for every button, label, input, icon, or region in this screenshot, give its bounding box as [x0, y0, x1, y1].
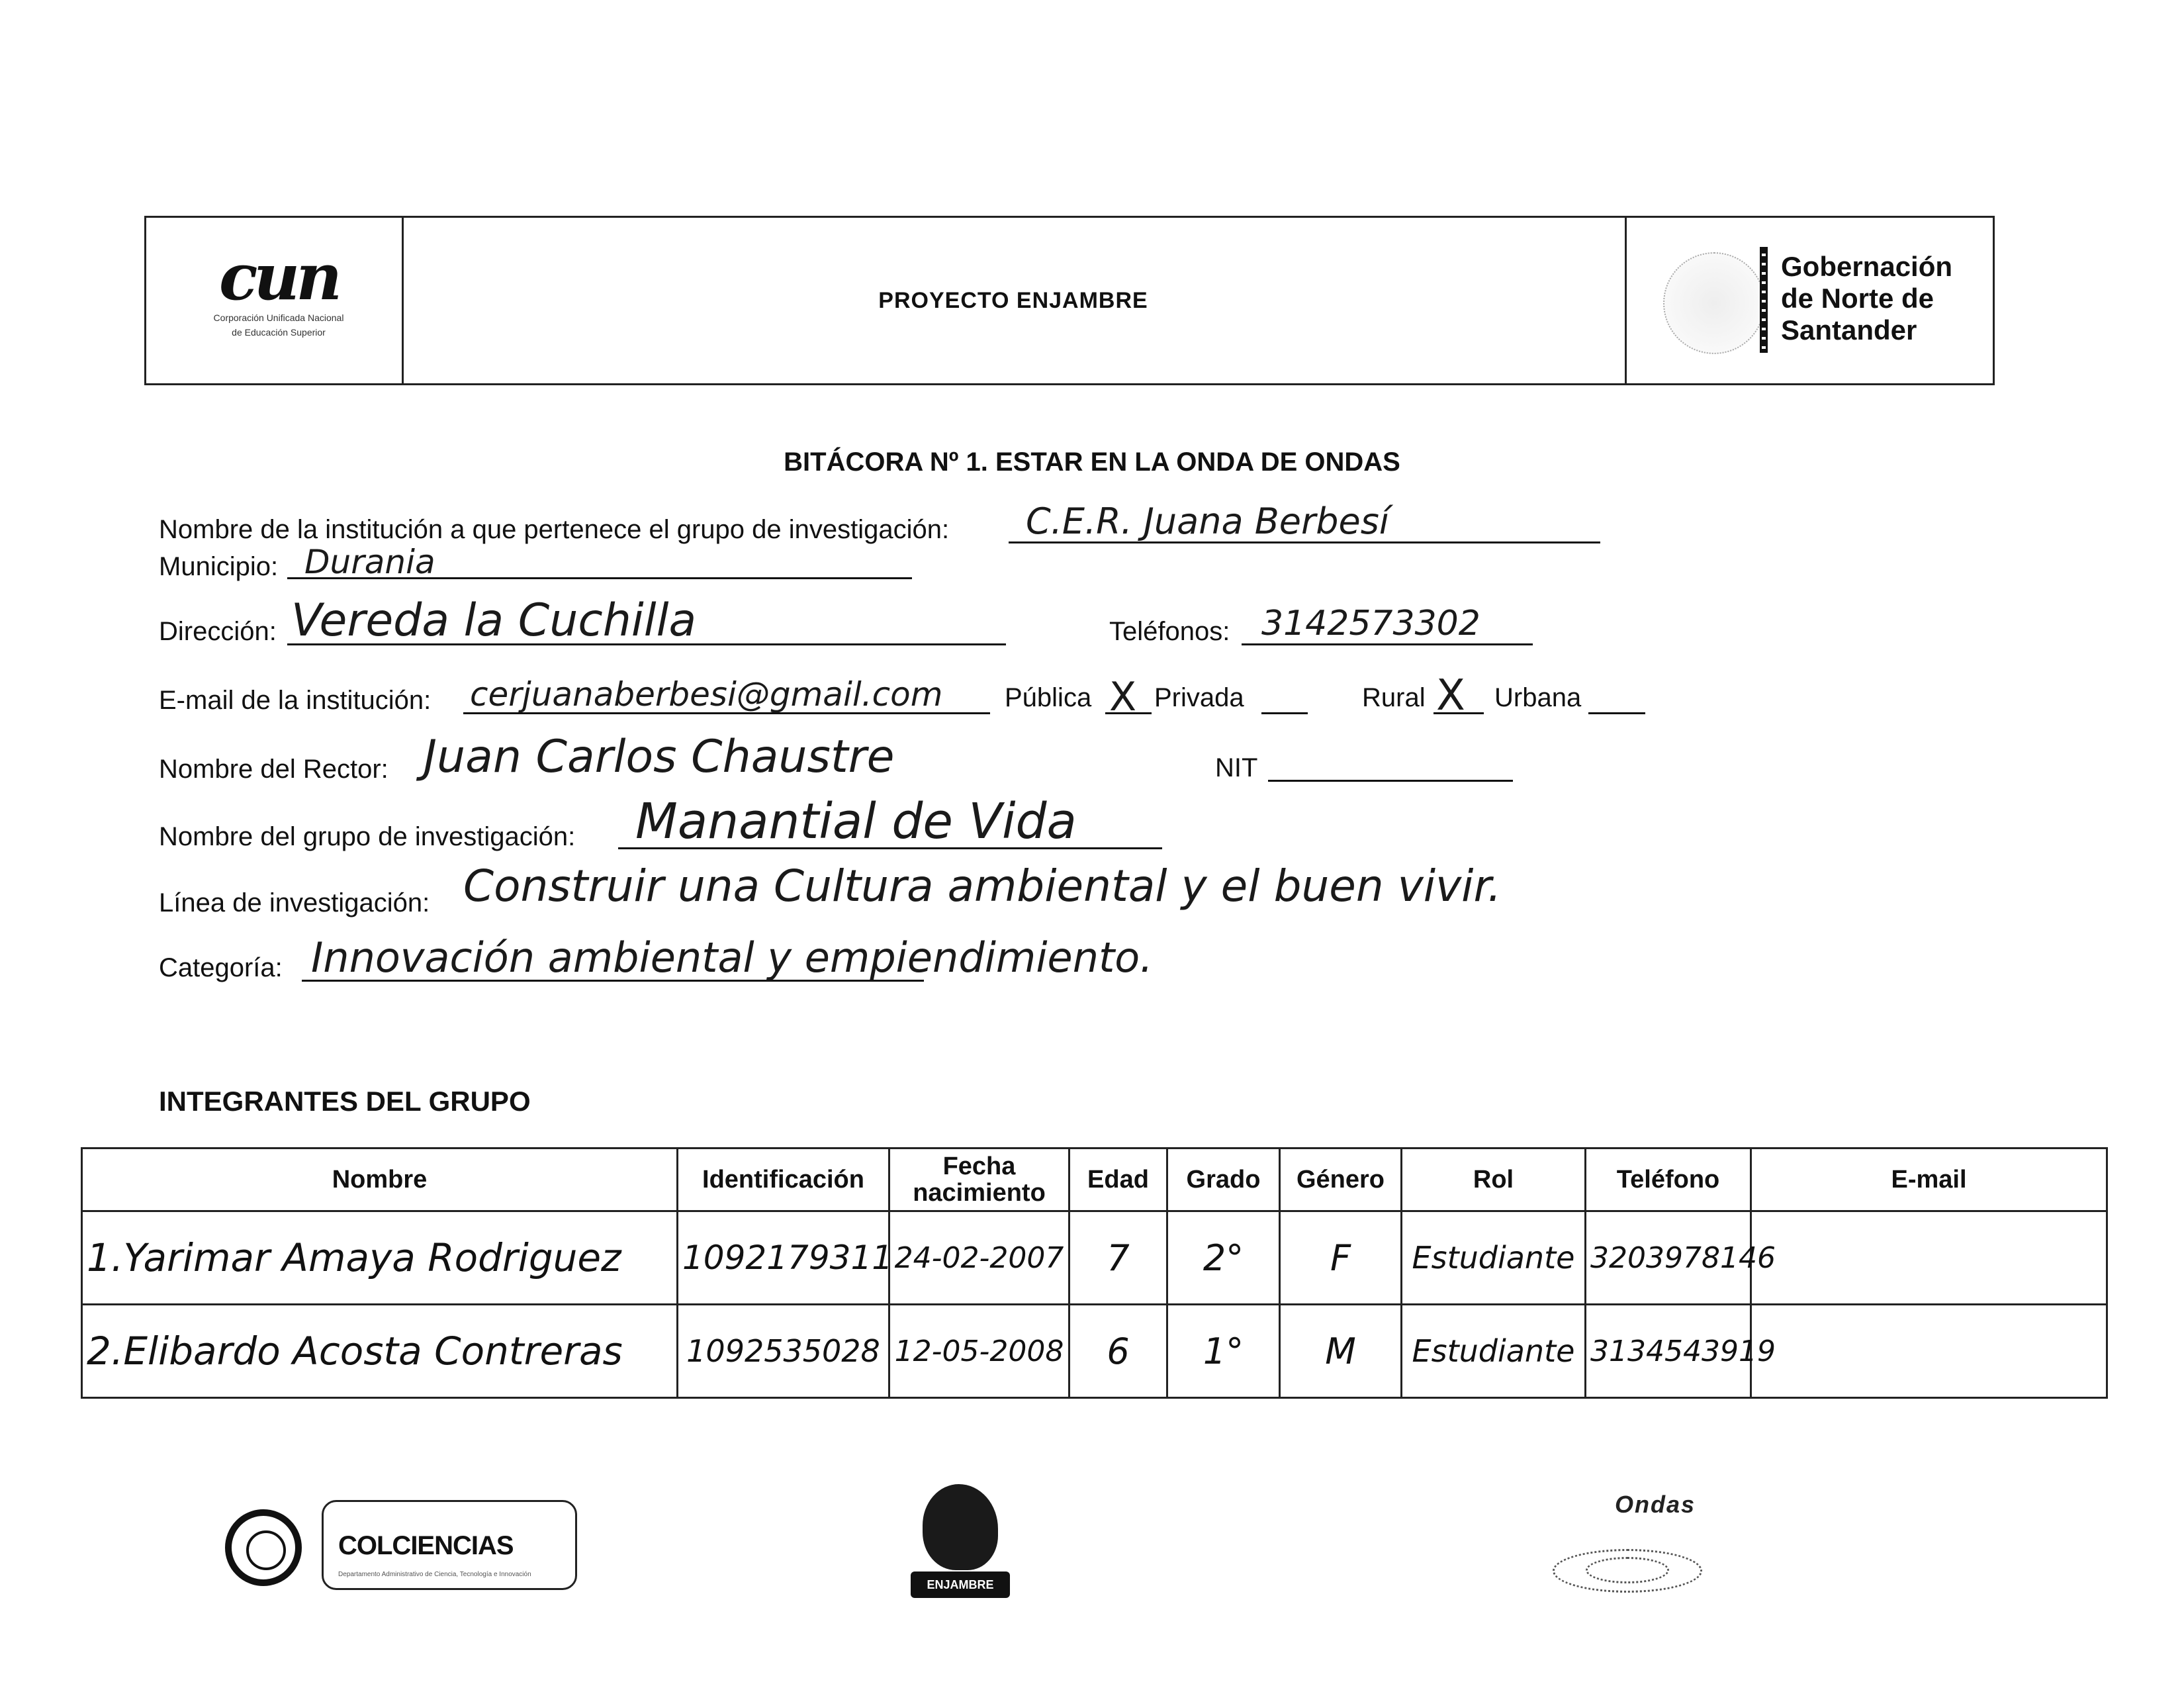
table-row: [82, 1211, 2107, 1305]
header-telefono: Teléfono: [1586, 1149, 1751, 1211]
linea-label: Línea de investigación:: [159, 888, 430, 917]
cun-logo: [186, 240, 371, 338]
table-row: [82, 1305, 2107, 1398]
institution-value: C.E.R. Juana Berbesí: [1026, 500, 1389, 542]
header-edad: Edad: [1069, 1149, 1167, 1211]
header-email: E-mail: [1751, 1149, 2107, 1211]
telefonos-value: 3142573302: [1261, 604, 1480, 643]
ondas-name: Ondas: [1615, 1491, 1696, 1518]
member-telefono: 3134543919: [1586, 1305, 1751, 1398]
member-email: [1751, 1211, 2107, 1305]
telefonos-label: Teléfonos:: [1109, 617, 1230, 646]
publica-label: Pública: [1005, 683, 1092, 712]
gobernacion-seal-icon: [1663, 252, 1765, 354]
bee-mascot-icon: [923, 1484, 998, 1570]
gobernacion-logo-text: [1781, 251, 1952, 346]
publica-mark: X: [1109, 674, 1137, 720]
member-genero: F: [1280, 1211, 1402, 1305]
cun-logo-mark: cun: [218, 240, 339, 314]
linea-value: Construir una Cultura ambiental y el buen vivir.: [463, 861, 1502, 912]
member-identificacion: 1092535028: [678, 1305, 889, 1398]
member-rol: Estudiante: [1402, 1305, 1586, 1398]
cun-logo-subtitle-1: Corporación Unificada Nacional: [213, 312, 344, 323]
nit-label: NIT: [1215, 753, 1258, 782]
document-header: [144, 216, 1995, 385]
gobernacion-line-3: Santander: [1781, 314, 1917, 346]
member-grado: 2°: [1167, 1211, 1280, 1305]
republica-colombia-seal-icon: [225, 1509, 302, 1586]
member-telefono: 3203978146: [1586, 1211, 1751, 1305]
grupo-label: Nombre del grupo de investigación:: [159, 822, 576, 851]
nit-underline: [1268, 751, 1513, 782]
header-genero: Género: [1280, 1149, 1402, 1211]
enjambre-logo: [911, 1477, 1010, 1607]
member-name: 2.Elibardo Acosta Contreras: [82, 1305, 678, 1398]
urbana-label: Urbana: [1494, 683, 1582, 712]
gobernacion-bar-icon: [1760, 247, 1768, 353]
municipio-value: Durania: [304, 543, 435, 581]
project-title: PROYECTO ENJAMBRE: [878, 287, 1148, 313]
cun-logo-subtitle-2: de Educación Superior: [232, 327, 326, 338]
institution-label: Nombre de la institución a que pertenece el grupo de investigación:: [159, 515, 950, 544]
email-value: cerjuanaberbesi@gmail.com: [470, 675, 943, 714]
rector-value: Juan Carlos Chaustre: [424, 731, 895, 783]
form-title: BITÁCORA Nº 1. ESTAR EN LA ONDA DE ONDAS: [784, 447, 1400, 477]
categoria-value: Innovación ambiental y empiendimiento.: [311, 933, 1153, 982]
direccion-label: Dirección:: [159, 617, 277, 646]
municipio-label: Municipio:: [159, 552, 279, 581]
ondas-ripple-inner-icon: [1586, 1557, 1669, 1583]
colciencias-subtitle: Departamento Administrativo de Ciencia, Tecnología e Innovación: [338, 1571, 531, 1578]
gobernacion-line-1: Gobernación: [1781, 251, 1953, 282]
header-identificacion: Identificación: [678, 1149, 889, 1211]
colciencias-name: COLCIENCIAS: [338, 1531, 514, 1560]
members-header-row: [82, 1149, 2107, 1211]
rural-mark: X: [1436, 671, 1465, 720]
privada-underline: [1261, 684, 1308, 714]
member-genero: M: [1280, 1305, 1402, 1398]
member-edad: 7: [1069, 1211, 1167, 1305]
header-rol: Rol: [1402, 1149, 1586, 1211]
gobernacion-line-2: de Norte de: [1781, 283, 1934, 314]
members-table: [81, 1147, 2108, 1399]
colciencias-logo: [322, 1500, 577, 1590]
privada-label: Privada: [1154, 683, 1244, 712]
member-fecha: 12-05-2008: [889, 1305, 1069, 1398]
member-edad: 6: [1069, 1305, 1167, 1398]
rural-label: Rural: [1362, 683, 1426, 712]
grupo-value: Manantial de Vida: [635, 793, 1077, 850]
members-section-title: INTEGRANTES DEL GRUPO: [159, 1086, 531, 1117]
direccion-value: Vereda la Cuchilla: [291, 594, 697, 647]
header-fecha-nacimiento: Fecha nacimiento: [889, 1149, 1069, 1211]
enjambre-badge: ENJAMBRE: [911, 1571, 1010, 1598]
urbana-underline: [1588, 684, 1645, 714]
member-rol: Estudiante: [1402, 1211, 1586, 1305]
member-name: 1.Yarimar Amaya Rodriguez: [82, 1211, 678, 1305]
member-email: [1751, 1305, 2107, 1398]
member-grado: 1°: [1167, 1305, 1280, 1398]
categoria-label: Categoría:: [159, 953, 283, 982]
header-divider-right: [1625, 218, 1627, 383]
member-fecha: 24-02-2007: [889, 1211, 1069, 1305]
email-label: E-mail de la institución:: [159, 686, 432, 715]
header-grado: Grado: [1167, 1149, 1280, 1211]
header-nombre: Nombre: [82, 1149, 678, 1211]
member-identificacion: 1092179311: [678, 1211, 889, 1305]
rector-label: Nombre del Rector:: [159, 755, 388, 784]
